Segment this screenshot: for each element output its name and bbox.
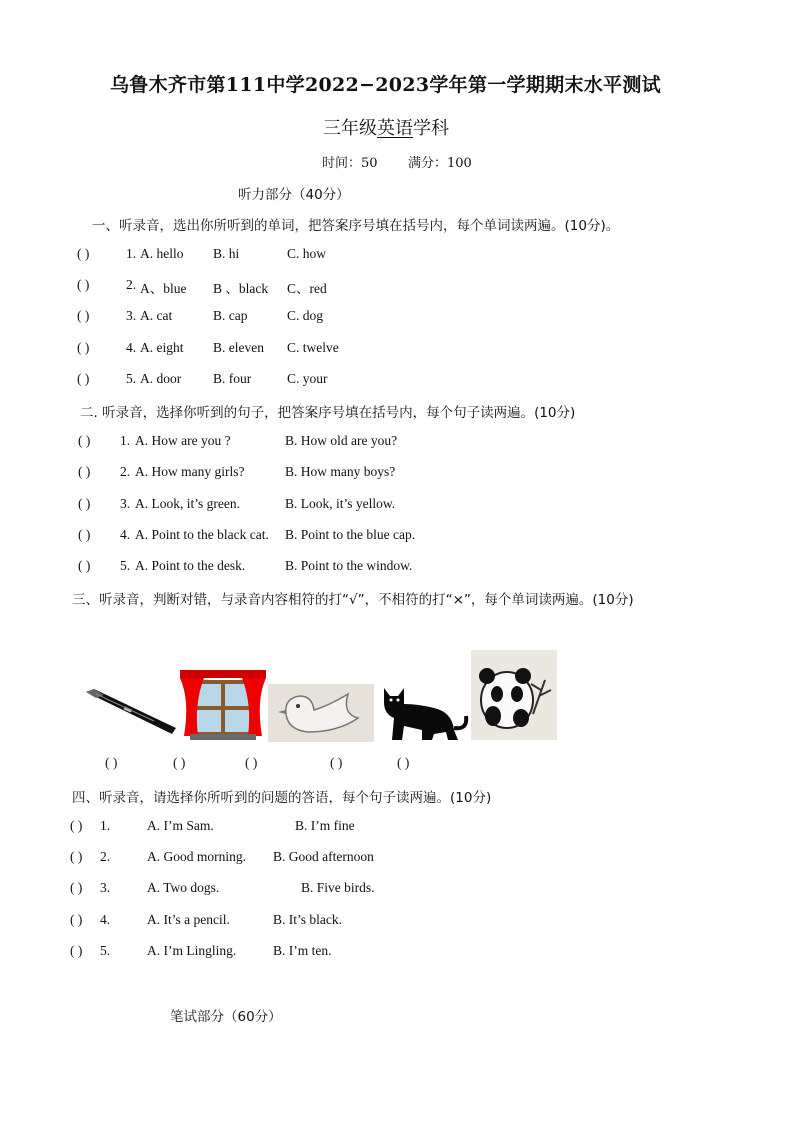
option-a: A. door [140, 371, 182, 386]
option-a: A. Look, it’s green. [135, 496, 240, 511]
option-a: A、blue [140, 281, 187, 296]
answer-blank[interactable]: ( ) [78, 527, 91, 542]
answer-blank[interactable]: ( ) [70, 912, 83, 927]
option-c: C. dog [287, 308, 324, 323]
answer-blank[interactable]: ( ) [70, 818, 83, 833]
option-c: C、red [287, 281, 327, 296]
question-number: 1. [100, 818, 111, 833]
question-number: 5. [120, 558, 131, 573]
panda-icon [471, 650, 557, 740]
answer-blank[interactable]: ( ) [245, 755, 258, 770]
answer-blank[interactable]: ( ) [105, 755, 118, 770]
option-b: B. How old are you? [285, 433, 398, 448]
option-a: A. It’s a pencil. [147, 912, 230, 927]
subject-grade: 三年级 [323, 118, 377, 139]
section2-heading: 二. 听录音，选择你听到的句子，把答案序号填在括号内，每个句子读两遍。(10分) [80, 405, 576, 421]
page-title: 乌鲁木齐市第111中学2022−2023学年第一学期期末水平测试 [110, 74, 661, 96]
question-number: 2. [120, 464, 131, 479]
option-a: A. Point to the black cat. [135, 527, 269, 542]
option-c: C. your [287, 371, 328, 386]
answer-blank[interactable]: ( ) [78, 496, 91, 511]
window-icon [180, 670, 266, 742]
question-number: 5. [100, 943, 111, 958]
answer-blank[interactable]: ( ) [78, 558, 91, 573]
option-a: A. I’m Lingling. [147, 943, 237, 958]
subject-tail: 学科 [413, 118, 449, 139]
option-a: A. cat [140, 308, 173, 323]
subject-english: 英语 [377, 118, 413, 139]
question-number: 3. [120, 496, 131, 511]
exam-time: 时间：50 [322, 156, 378, 171]
option-b: B. Five birds. [301, 880, 375, 895]
option-b: B. cap [213, 308, 248, 323]
option-b: B. How many boys? [285, 464, 396, 479]
option-b: B. Point to the window. [285, 558, 413, 573]
option-b: B. four [213, 371, 252, 386]
answer-blank[interactable]: ( ) [77, 246, 90, 261]
option-a: A. How are you ? [135, 433, 231, 448]
subject-title [323, 114, 449, 140]
option-b: B. It’s black. [273, 912, 342, 927]
option-b: B. Look, it’s yellow. [285, 496, 396, 511]
question-number: 3. [126, 308, 137, 323]
option-a: A. Good morning. [147, 849, 246, 864]
question-number: 4. [120, 527, 131, 542]
option-b: B 、black [213, 281, 269, 296]
option-b: B. eleven [213, 340, 264, 355]
option-a: A. hello [140, 246, 184, 261]
option-a: A. Point to the desk. [135, 558, 246, 573]
option-b: B. I’m fine [295, 818, 355, 833]
writing-header: 笔试部分（60分） [170, 1009, 282, 1025]
question-number: 1. [126, 246, 137, 261]
answer-blank[interactable]: ( ) [78, 464, 91, 479]
question-number: 1. [120, 433, 131, 448]
option-a: A. Two dogs. [147, 880, 220, 895]
option-c: C. twelve [287, 340, 339, 355]
option-a: A. How many girls? [135, 464, 245, 479]
answer-blank[interactable]: ( ) [77, 371, 90, 386]
answer-blank[interactable]: ( ) [330, 755, 343, 770]
bird-icon [268, 684, 374, 742]
question-number: 4. [126, 340, 137, 355]
option-c: C. how [287, 246, 327, 261]
answer-blank[interactable]: ( ) [173, 755, 186, 770]
question-number: 5. [126, 371, 137, 386]
option-b: B. Point to the blue cap. [285, 527, 416, 542]
section3-heading: 三、听录音，判断对错，与录音内容相符的打“√”，不相符的打“×”，每个单词读两遍。(10分) [72, 592, 634, 608]
answer-blank[interactable]: ( ) [78, 433, 91, 448]
answer-blank[interactable]: ( ) [77, 308, 90, 323]
question-number: 3. [100, 880, 111, 895]
answer-blank[interactable]: ( ) [70, 880, 83, 895]
section4-heading: 四、听录音，请选择你所听到的问题的答语，每个句子读两遍。(10分) [72, 790, 492, 806]
question-number: 2. [100, 849, 111, 864]
option-b: B. hi [213, 246, 240, 261]
answer-blank[interactable]: ( ) [397, 755, 410, 770]
option-b: B. I’m ten. [273, 943, 332, 958]
question-number: 4. [100, 912, 111, 927]
option-a: A. I’m Sam. [147, 818, 214, 833]
exam-score: 满分：100 [408, 156, 472, 171]
section1-heading: 一、听录音，选出你所听到的单词，把答案序号填在括号内，每个单词读两遍。(10分)。 [92, 218, 620, 234]
cat-icon [374, 682, 470, 742]
listening-header: 听力部分（40分） [238, 187, 350, 203]
question-number: 2. [126, 277, 137, 292]
answer-blank[interactable]: ( ) [70, 943, 83, 958]
option-a: A. eight [140, 340, 184, 355]
answer-blank[interactable]: ( ) [70, 849, 83, 864]
answer-blank[interactable]: ( ) [77, 277, 90, 292]
pen-icon [84, 684, 179, 739]
option-b: B. Good afternoon [273, 849, 374, 864]
answer-blank[interactable]: ( ) [77, 340, 90, 355]
